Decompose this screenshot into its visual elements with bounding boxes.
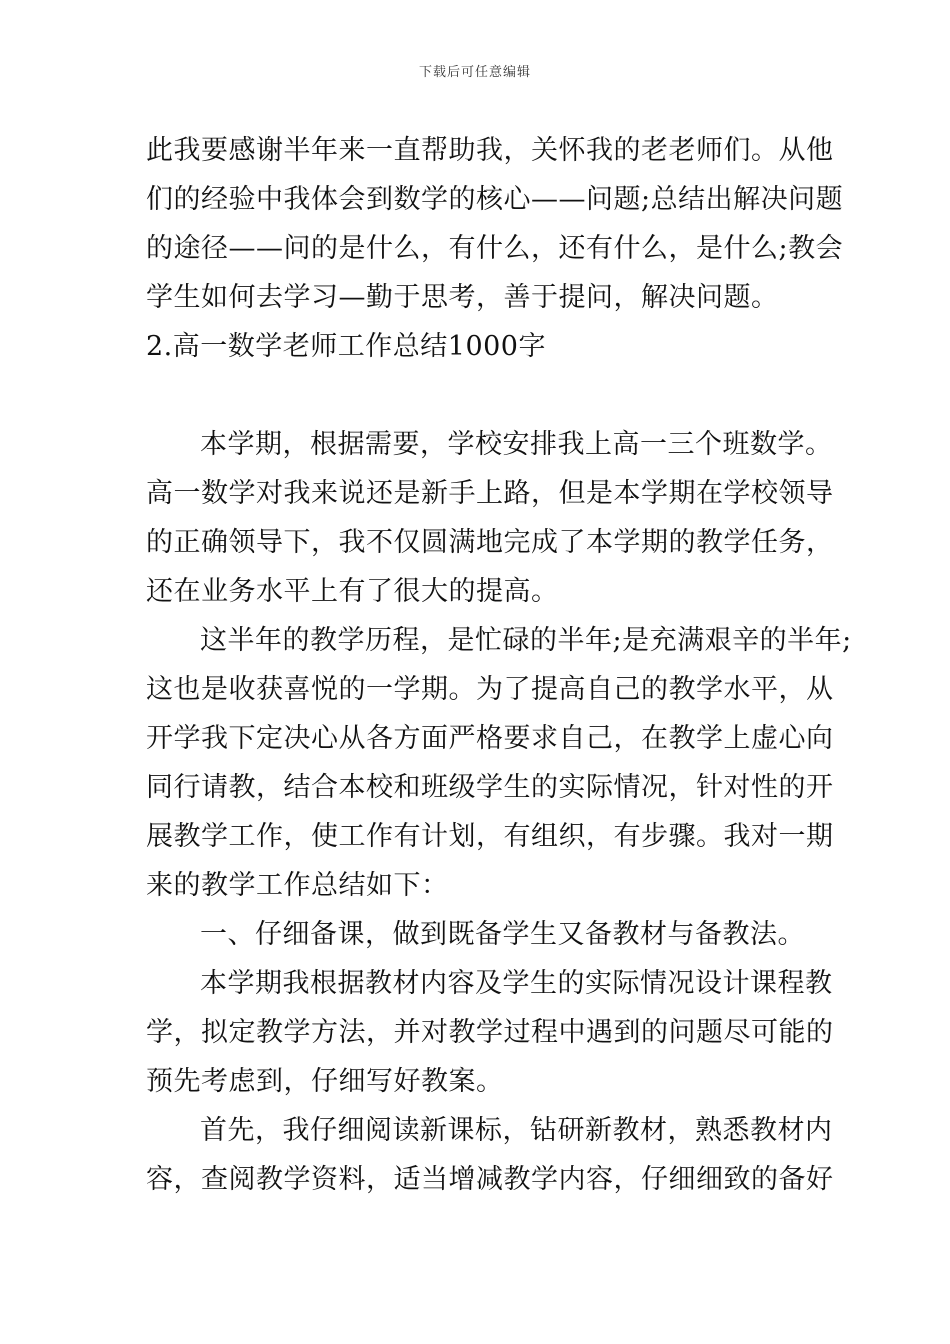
text-line: 学，拟定教学方法，并对教学过程中遇到的问题尽可能的	[146, 1017, 834, 1048]
text-line: 还在业务水平上有了很大的提高。	[146, 576, 559, 607]
text-line: 此我要感谢半年来一直帮助我，关怀我的老老师们。从他	[146, 135, 834, 166]
paragraph-start-line: 本学期我根据教材内容及学生的实际情况设计课程教	[200, 968, 833, 999]
text-line: 来的教学工作总结如下：	[146, 870, 449, 901]
subsection-heading: 一、仔细备课，做到既备学生又备教材与备教法。	[200, 919, 805, 950]
text-line: 开学我下定决心从各方面严格要求自己，在教学上虚心向	[146, 723, 834, 754]
paragraph-start-line: 本学期，根据需要，学校安排我上高一三个班数学。	[200, 429, 833, 460]
text-line: 高一数学对我来说还是新手上路，但是本学期在学校领导	[146, 478, 834, 509]
paragraph-start-line: 首先，我仔细阅读新课标，钻研新教材，熟悉教材内	[200, 1115, 833, 1146]
text-line: 这也是收获喜悦的一学期。为了提高自己的教学水平，从	[146, 674, 834, 705]
text-line: 同行请教，结合本校和班级学生的实际情况，针对性的开	[146, 772, 834, 803]
text-line: 的途径——问的是什么，有什么，还有什么，是什么;教会	[146, 233, 844, 264]
text-line: 展教学工作，使工作有计划，有组织，有步骤。我对一期	[146, 821, 834, 852]
section-heading: 2.高一数学老师工作总结1000字	[146, 331, 546, 362]
text-line: 容，查阅教学资料，适当增减教学内容，仔细细致的备好	[146, 1164, 834, 1195]
text-line: 学生如何去学习—勤于思考，善于提问，解决问题。	[146, 282, 779, 313]
paragraph-spacer	[146, 371, 816, 420]
text-line: 的正确领导下，我不仅圆满地完成了本学期的教学任务，	[146, 527, 834, 558]
text-line: 们的经验中我体会到数学的核心——问题;总结出解决问题	[146, 184, 844, 215]
page-header-note: 下载后可任意编辑	[418, 65, 531, 80]
document-body	[146, 126, 852, 1204]
paragraph-start-line: 这半年的教学历程，是忙碌的半年;是充满艰辛的半年;	[200, 625, 852, 656]
text-line: 预先考虑到，仔细写好教案。	[146, 1066, 504, 1097]
